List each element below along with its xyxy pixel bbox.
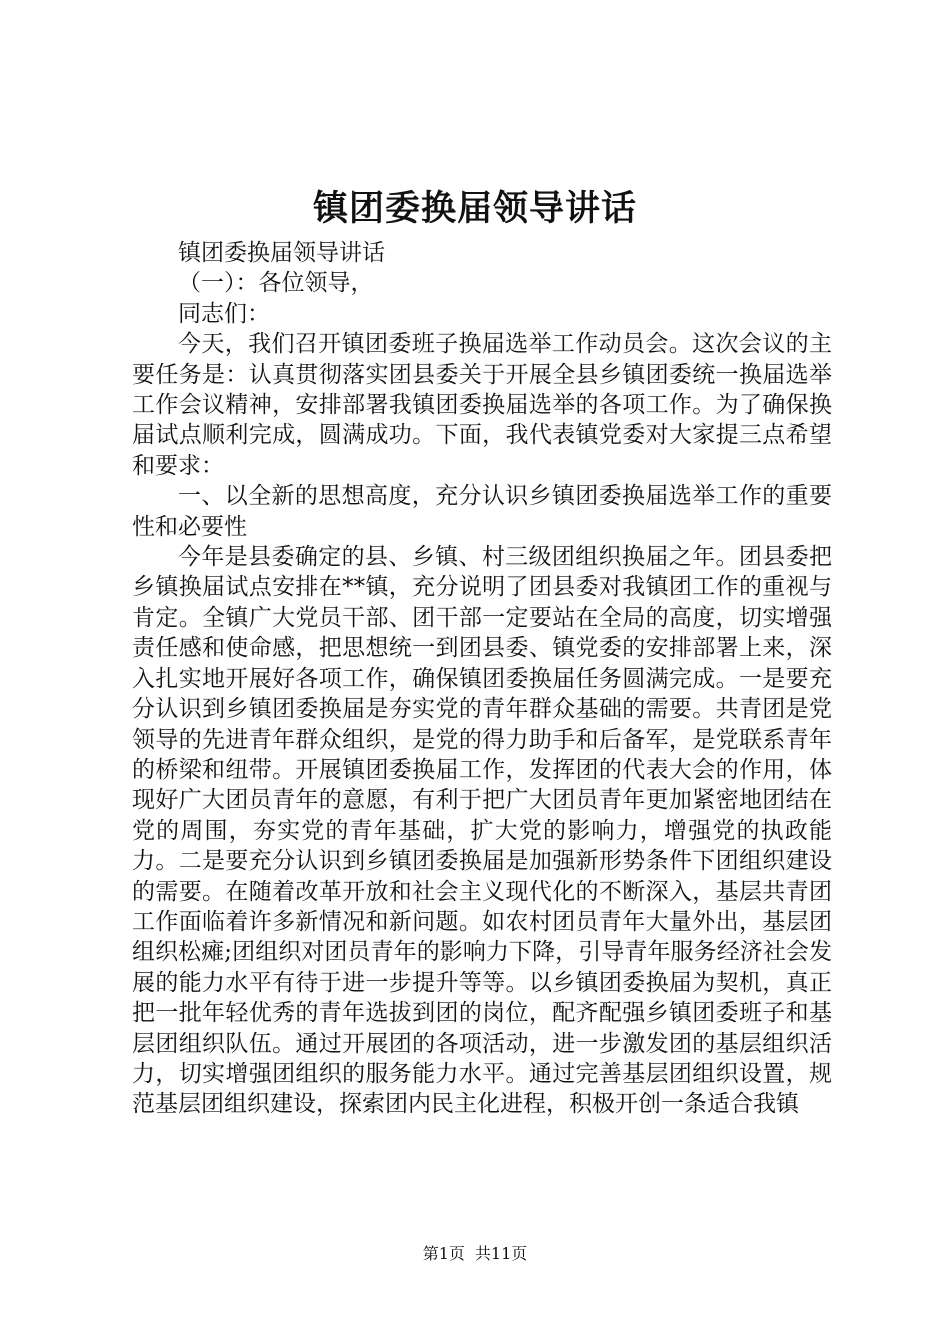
body-paragraph: 镇团委换届领导讲话	[178, 240, 385, 266]
page-total: 共11页	[474, 1244, 528, 1263]
body-paragraph: 一、以全新的思想高度，充分认识乡镇团委换届选举工作的重要性和必要性	[132, 483, 832, 540]
body-paragraph: （一）：各位领导，	[178, 270, 374, 297]
document-title: 镇团委换届领导讲话	[312, 188, 637, 229]
body-paragraph: 今天，我们召开镇团委班子换届选举工作动员会。这次会议的主要任务是：认真贯彻落实团县委关于开展全县乡镇团委统一换届选举工作会议精神，安排部署我镇团委换届选举的各项工作。为了确保换届试点顺利完成，圆满成功。下面，我代表镇党委对大家提三点希望和要求：	[132, 331, 832, 479]
body-paragraph: 同志们：	[178, 300, 270, 327]
document-body	[132, 238, 832, 1120]
page-number: 第1页	[422, 1244, 465, 1263]
page-footer	[0, 1244, 950, 1264]
body-paragraph: 今年是县委确定的县、乡镇、村三级团组织换届之年。团县委把乡镇换届试点安排在**镇，充分说明了团县委对我镇团工作的重视与肯定。全镇广大党员干部、团干部一定要站在全局的高度，切实增强责任感和使命感，把思想统一到团县委、镇党委的安排部署上来，深入扎实地开展好各项工作，确保镇团委换届任务圆满完成。一是要充分认识到乡镇团委换届是夯实党的青年群众基础的需要。共青团是党领导的先进青年群众组织，是党的得力助手和后备军，是党联系青年的桥梁和纽带。开展镇团委换届工作，发挥团的代表大会的作用，体现好广大团员青年的意愿，有利于把广大团员青年更加紧密地团结在党的周围，夯实党的青年基础，扩大党的影响力，增强党的执政能力。二是要充分认识到乡镇团委换届是加强新形势条件下团组织建设的需要。在随着改革开放和社会主义现代化的不断深入，基层共青团工作面临着许多新情况和新问题。如农村团员青年大量外出，基层团组织松瘫;团组织对团员青年的影响力下降，引导青年服务经济社会发展的能力水平有待于进一步提升等等。以乡镇团委换届为契机，真正把一批年轻优秀的青年选拔到团的岗位，配齐配强乡镇团委班子和基层团组织队伍。通过开展团的各项活动，进一步激发团的基层组织活力，切实增强团组织的服务能力水平。通过完善基层团组织设置，规范基层团组织建设，探索团内民主化进程，积极开创一条适合我镇	[132, 544, 832, 1118]
